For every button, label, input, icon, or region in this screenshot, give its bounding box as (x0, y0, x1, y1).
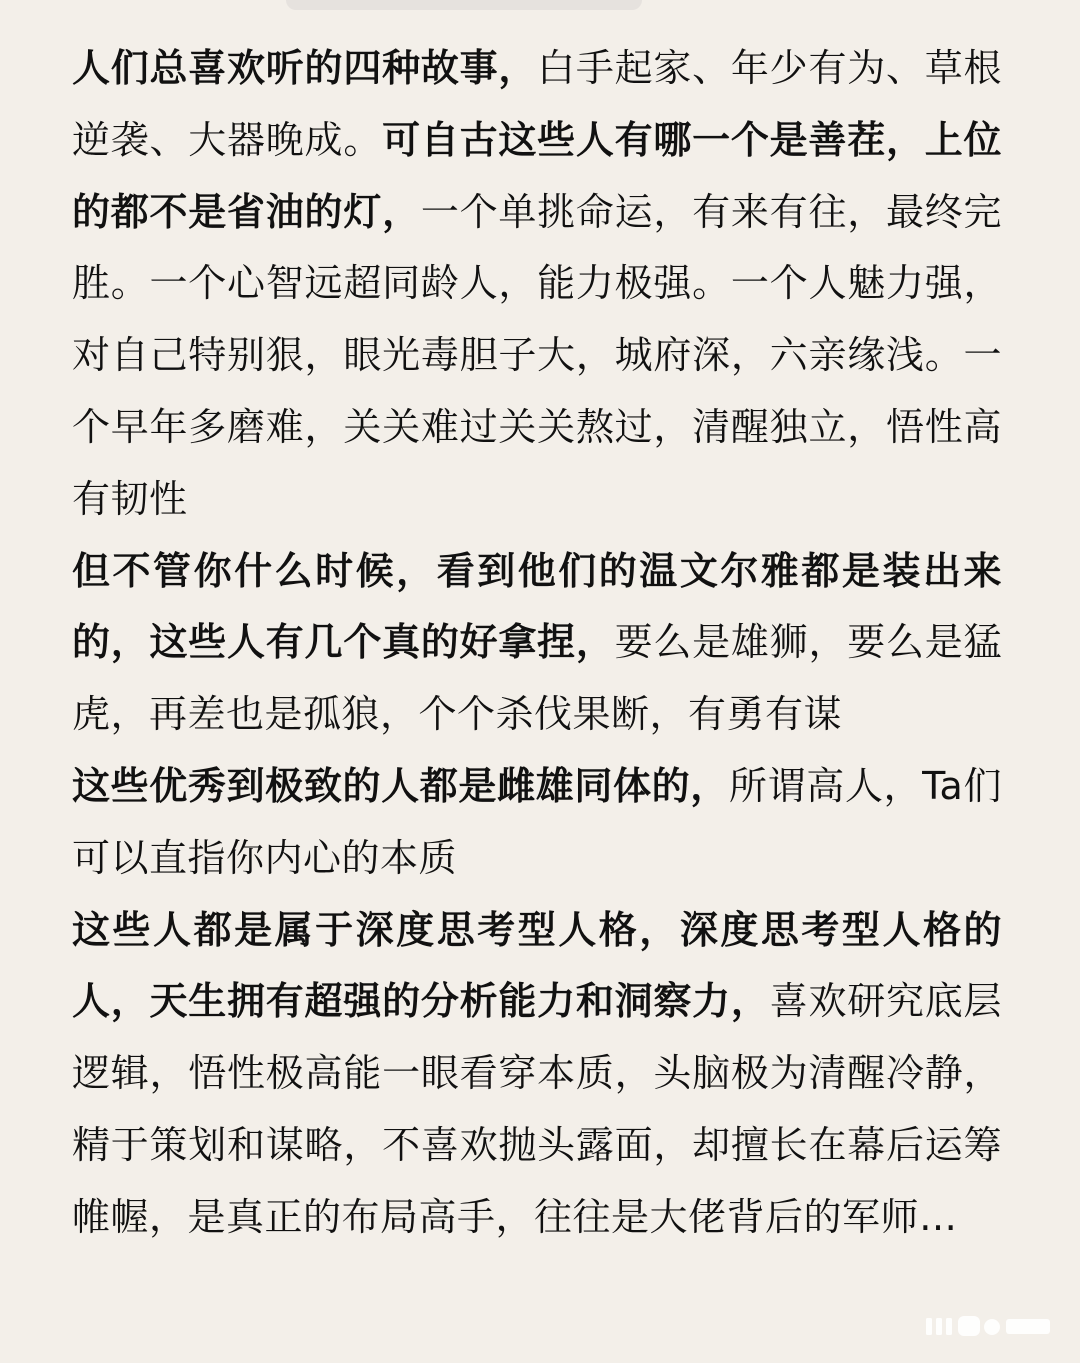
paragraph (72, 536, 1002, 751)
bold-text-segment: 但不管你什么时候，看到他们的温文尔雅都是装出来的，这些人有几个真的好拿捏， (72, 548, 1002, 665)
watermark-logo-icon (924, 1313, 1054, 1339)
paragraph (72, 895, 1002, 1254)
paragraph (72, 751, 1002, 895)
text-segment: 一个单挑命运，有来有往，最终完胜。一个心智远超同龄人，能力极强。一个人魅力强，对自己特别狠，眼光毒胆子大，城府深，六亲缘浅。一个早年多磨难，关关难过关关熬过，清醒独立，悟性高有韧性 (72, 189, 1002, 521)
top-tab-shape (286, 0, 642, 10)
paragraph (72, 33, 1002, 536)
bold-text-segment: 这些优秀到极致的人都是雌雄同体的， (72, 763, 729, 808)
bold-text-segment: 可自古这些人有哪一个是善茬，上位的都不是省油的灯， (72, 117, 1002, 234)
bold-text-segment: 这些人都是属于深度思考型人格，深度思考型人格的人，天生拥有超强的分析能力和洞察力， (72, 907, 1002, 1024)
text-segment: 喜欢研究底层逻辑，悟性极高能一眼看穿本质，头脑极为清醒冷静，精于策划和谋略，不喜欢抛头露面，却擅长在幕后运筹帷幄，是真正的布局高手，往往是大佬背后的军师… (72, 979, 1002, 1239)
article-body (72, 33, 1002, 1254)
text-segment: 所谓高人，Ta们可以直指你内心的本质 (72, 763, 1002, 880)
text-segment: 白手起家、年少有为、草根逆袭、大器晚成。 (72, 46, 1002, 162)
text-segment: 要么是雄狮，要么是猛虎，再差也是孤狼，个个杀伐果断，有勇有谋 (72, 620, 1002, 737)
bold-text-segment: 人们总喜欢听的四种故事， (72, 46, 538, 90)
